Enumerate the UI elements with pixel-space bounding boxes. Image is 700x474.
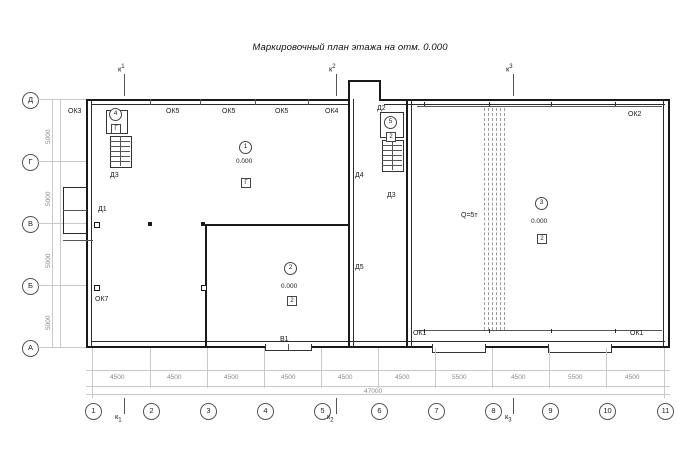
- drawing-title: Маркировочный план этажа на отм. 0.000: [252, 42, 448, 53]
- axis-bubble-b[interactable]: Б: [22, 278, 39, 295]
- grid-line-2: [150, 348, 151, 388]
- stair-mid-rail: [392, 140, 393, 170]
- crane-line-5: [500, 108, 501, 330]
- vert-dim-tick-2: [48, 161, 64, 162]
- entrance-left-bottom: [63, 233, 87, 234]
- horiz-dim-label-5: 4500: [338, 374, 353, 381]
- axis-bubble-a[interactable]: А: [22, 340, 39, 357]
- crane-line-1: [484, 108, 485, 330]
- room-marker-5[interactable]: 5: [384, 116, 397, 129]
- wall-right-inner: [663, 99, 664, 348]
- horiz-dim-label-10: 4500: [625, 374, 640, 381]
- wall-entrance-left: [348, 80, 350, 100]
- horiz-dim-label-3: 4500: [224, 374, 239, 381]
- grid-line-3: [207, 348, 208, 388]
- axis-bubble-8[interactable]: 8: [485, 403, 502, 420]
- axis-bubble-v[interactable]: В: [22, 216, 39, 233]
- vert-dim-label-2: 5000: [45, 191, 52, 206]
- crane-line-4: [496, 108, 497, 330]
- window-label-ok2: ОК2: [628, 111, 642, 118]
- rail-tick-t1: [424, 102, 425, 106]
- door-label-v1: В1: [280, 336, 289, 343]
- horiz-dim-label-7: 5500: [452, 374, 467, 381]
- door-opening-v2-1: [432, 344, 486, 353]
- section-mark-k3-line: [513, 74, 514, 96]
- room-marker-2[interactable]: 2: [284, 262, 297, 275]
- axis-bubble-9[interactable]: 9: [542, 403, 559, 420]
- door-opening-v2-2: [548, 344, 612, 353]
- window-label-ok3: ОК3: [68, 108, 82, 115]
- axis-bubble-7[interactable]: 7: [428, 403, 445, 420]
- mullion-2: [200, 99, 201, 105]
- rail-tick-b4: [615, 329, 616, 333]
- crane-line-2: [488, 108, 489, 330]
- room-marker-1[interactable]: 1: [239, 141, 252, 154]
- grid-line-4: [264, 348, 265, 388]
- crane-rail-bottom: [417, 330, 662, 331]
- horiz-dim-label-6: 4500: [395, 374, 410, 381]
- column-4: [201, 285, 207, 291]
- room-sq-4: Г: [111, 124, 121, 134]
- section-mark-k1-bottom: $к_1$: [115, 412, 122, 424]
- section-mark-k2-top: $к^2$: [329, 64, 336, 74]
- grid-line-9: [549, 348, 550, 388]
- axis-bubble-10[interactable]: 10: [599, 403, 616, 420]
- grid-line-1: [92, 348, 93, 398]
- rail-tick-b2: [489, 329, 490, 333]
- door-label-d5: Д5: [355, 264, 364, 271]
- door-label-d4: Д4: [355, 172, 364, 179]
- room-sq-5: 2: [386, 132, 396, 142]
- rail-tick-t2: [489, 102, 490, 106]
- axis-bubble-4[interactable]: 4: [257, 403, 274, 420]
- window-label-ok5-3: ОК5: [275, 108, 289, 115]
- column-3: [94, 222, 100, 228]
- wall-partition-mid-inner: [353, 99, 354, 348]
- vert-dim-label-3: 5000: [45, 253, 52, 268]
- wall-top-right-inner: [384, 104, 665, 105]
- horiz-dim-label-2: 4500: [167, 374, 182, 381]
- door-label-d3-mid: Д3: [387, 192, 396, 199]
- section-mark-k2-bottom-line: [336, 398, 337, 414]
- entrance-left-mid: [63, 210, 87, 211]
- door-label-d3-left: Д3: [110, 172, 119, 179]
- grid-line-6: [378, 348, 379, 388]
- horiz-dim-label-4: 4500: [281, 374, 296, 381]
- window-label-ok7: ОК7: [95, 296, 109, 303]
- rail-tick-t4: [615, 102, 616, 106]
- axis-bubble-6[interactable]: 6: [371, 403, 388, 420]
- grid-line-8: [492, 348, 493, 388]
- door-label-d2: Д2: [377, 105, 386, 112]
- window-label-ok1-2: ОК1: [630, 330, 644, 337]
- entrance-left-top: [63, 187, 87, 188]
- room-sq-2: 2: [287, 296, 297, 306]
- axis-bubble-2[interactable]: 2: [143, 403, 160, 420]
- window-label-ok1-1: ОК1: [413, 330, 427, 337]
- wall-entrance-right: [379, 80, 381, 100]
- entrance-left-ramp: [63, 240, 93, 241]
- room-sq-3: 2: [537, 234, 547, 244]
- axis-bubble-1[interactable]: 1: [85, 403, 102, 420]
- crane-line-6: [504, 108, 505, 330]
- wall-top-left-inner: [91, 104, 348, 105]
- window-label-ok5-1: ОК5: [166, 108, 180, 115]
- axis-bubble-11[interactable]: 11: [657, 403, 674, 420]
- vert-dim-tick-1: [48, 99, 64, 100]
- door-label-d1: Д1: [98, 206, 107, 213]
- axis-bubble-3[interactable]: 3: [200, 403, 217, 420]
- wall-entrance-top: [348, 80, 381, 82]
- wall-left-inner: [91, 99, 92, 348]
- column-1: [148, 222, 152, 226]
- horiz-dim-label-1: 4500: [110, 374, 125, 381]
- section-mark-k2-line: [336, 74, 337, 96]
- column-2: [201, 222, 205, 226]
- vert-dim-tick-5: [48, 347, 64, 348]
- axis-bubble-g[interactable]: Г: [22, 154, 39, 171]
- crane-capacity-label: Q=5т: [461, 212, 478, 219]
- section-mark-k2-bottom: $к_2$: [327, 412, 334, 424]
- wall-top-right-outer: [379, 99, 670, 101]
- mullion-4: [308, 99, 309, 105]
- wall-partition-right-inner: [411, 99, 412, 348]
- column-5: [94, 285, 100, 291]
- grid-line-11: [664, 348, 665, 398]
- window-label-ok4: ОК4: [325, 108, 339, 115]
- vert-dim-tick-4: [48, 285, 64, 286]
- grid-line-7: [435, 348, 436, 388]
- wall-bottom-inner: [91, 341, 665, 342]
- section-mark-k1-top: $к^1$: [118, 64, 125, 74]
- horiz-dim-total: 47000: [364, 388, 383, 395]
- mullion-1: [150, 99, 151, 105]
- section-mark-k3-top: $к^3$: [506, 64, 513, 74]
- wall-room2-top: [205, 224, 350, 226]
- horiz-dim-label-9: 5500: [568, 374, 583, 381]
- rail-tick-t3: [551, 102, 552, 106]
- window-label-ok5-2: ОК5: [222, 108, 236, 115]
- section-mark-k3-bottom: $к_3$: [505, 412, 512, 424]
- grid-line-5: [321, 348, 322, 388]
- crane-line-3: [492, 108, 493, 330]
- vert-dim-label-1: 5000: [45, 129, 52, 144]
- grid-line-10: [606, 348, 607, 388]
- section-mark-k1-bottom-line: [124, 398, 125, 414]
- room-level-3: 0.000: [531, 218, 548, 225]
- rail-tick-b3: [551, 329, 552, 333]
- axis-bubble-d[interactable]: Д: [22, 92, 39, 109]
- crane-rail-top: [417, 106, 662, 107]
- wall-right-outer: [668, 99, 670, 348]
- vert-dim-tick-3: [48, 223, 64, 224]
- wall-left-outer: [86, 99, 88, 348]
- room-level-2: 0.000: [281, 283, 298, 290]
- wall-partition-right: [406, 99, 408, 348]
- room-sq-1: Г: [241, 178, 251, 188]
- room-level-1: 0.000: [236, 158, 253, 165]
- section-mark-k1-line: [124, 74, 125, 96]
- door-opening-v1-mid: [288, 344, 289, 350]
- section-mark-k3-bottom-line: [513, 398, 514, 414]
- mullion-3: [255, 99, 256, 105]
- room-marker-3[interactable]: 3: [535, 197, 548, 210]
- room-marker-4[interactable]: 4: [109, 108, 122, 121]
- stair-left-rail: [120, 136, 121, 166]
- axis-bubble-5[interactable]: 5: [314, 403, 331, 420]
- vert-dim-label-4: 5000: [45, 315, 52, 330]
- horiz-dim-label-8: 4500: [511, 374, 526, 381]
